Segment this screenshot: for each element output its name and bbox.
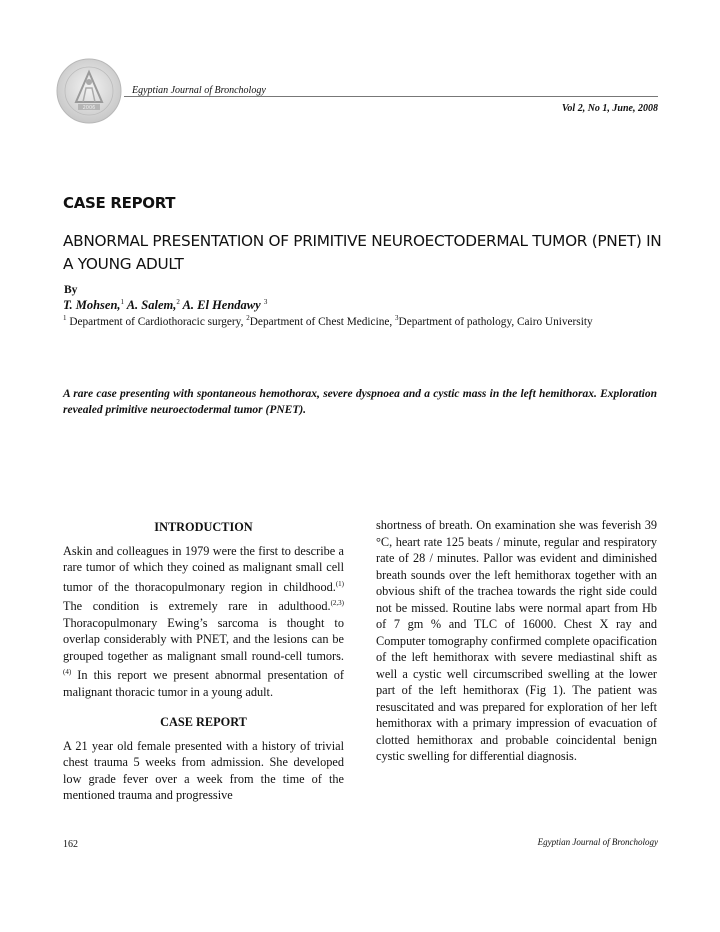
author-affiliation-mark: 1 xyxy=(120,298,125,306)
reference-mark: (4) xyxy=(63,668,72,677)
page-number: 162 xyxy=(63,839,78,850)
abstract: A rare case presenting with spontaneous hemothorax, severe dyspnoea and a cystic mass in the left hemithorax. Exploration revealed primitive neuroectodermal tumor (PNET). xyxy=(63,388,657,416)
intro-text: The condition is extremely rare in adulthood. xyxy=(63,599,331,614)
reference-mark: (1) xyxy=(335,579,344,588)
intro-text: Thoracopulmonary Ewing’s sarcoma is thought to overlap considerably with PNET, and the lesions can be grouped together as malignant small round-cell tumors. xyxy=(63,615,344,663)
intro-text: In this report we present abnormal presentation of malignant thoracic tumor in a young adult. xyxy=(63,668,344,699)
affiliations xyxy=(63,314,593,328)
article-title: ABNORMAL PRESENTATION OF PRIMITIVE NEUROECTODERMAL TUMOR (PNET) IN A YOUNG ADULT xyxy=(63,232,662,273)
author-name: T. Mohsen, xyxy=(63,298,121,313)
affiliation-text: Department of Chest Medicine, xyxy=(249,315,393,328)
case-report-paragraph-continued: shortness of breath. On examination she was feverish 39 °C, heart rate 125 beats / minute, regular and respiratory rate of 28 / minutes. Pallor was evident and diminished breath sounds over the left hemithorax together with an obvious shift of the trachea towards the right side could not be missed. Routine labs were normal apart from Hb of 7 gm % and TLC of 16000. Chest X ray and Computer tomography confirmed complete opacification of the left hemithorax with severe mediastinal shift as well a cystic well circumscribed swelling at the lower part of the left hemithorax (Fig 1). The patient was resuscitated and was prepared for exploration of her left hemithorax with a primary impression of evacuation of clotted hemithorax and probable coincidental benign cystic swelling for differential diagnosis. xyxy=(376,518,657,763)
affiliation-text: Department of Cardiothoracic surgery, xyxy=(69,315,244,328)
logo-year: 2006 xyxy=(82,105,96,111)
author-affiliation-mark: 3 xyxy=(263,298,268,306)
author-name: A. El Hendawy xyxy=(182,298,261,313)
introduction-heading: INTRODUCTION xyxy=(154,520,253,534)
affiliation-number: 3 xyxy=(395,314,399,322)
author-list xyxy=(63,298,267,313)
case-report-paragraph-start: A 21 year old female presented with a history of trivial chest trauma 5 weeks from admission. She developed low grade fever over a week from the time of the mentioned trauma and progressive xyxy=(63,738,344,803)
journal-logo-icon xyxy=(56,58,122,124)
header-journal-name: Egyptian Journal of Bronchology xyxy=(132,85,266,96)
reference-mark: (2,3) xyxy=(330,599,344,608)
footer-journal-name: Egyptian Journal of Bronchology xyxy=(537,837,658,847)
left-column xyxy=(63,519,344,804)
volume-info: Vol 2, No 1, June, 2008 xyxy=(561,103,658,114)
section-label: CASE REPORT xyxy=(63,194,176,212)
affiliation-text: Department of pathology, Cairo University xyxy=(398,315,593,328)
intro-text: Askin and colleagues in 1979 were the first to describe a rare tumor of which they coined as malignant small cell tumor of the thoracopulmonary region in childhood. xyxy=(63,543,344,594)
by-label: By xyxy=(64,284,78,296)
right-column xyxy=(376,517,657,765)
introduction-paragraph xyxy=(63,543,344,701)
header-divider xyxy=(124,96,658,97)
affiliation-number: 2 xyxy=(246,314,250,322)
author-affiliation-mark: 2 xyxy=(176,298,180,306)
author-name: A. Salem, xyxy=(126,298,177,313)
affiliation-number: 1 xyxy=(63,314,67,322)
case-report-heading: CASE REPORT xyxy=(160,715,247,730)
